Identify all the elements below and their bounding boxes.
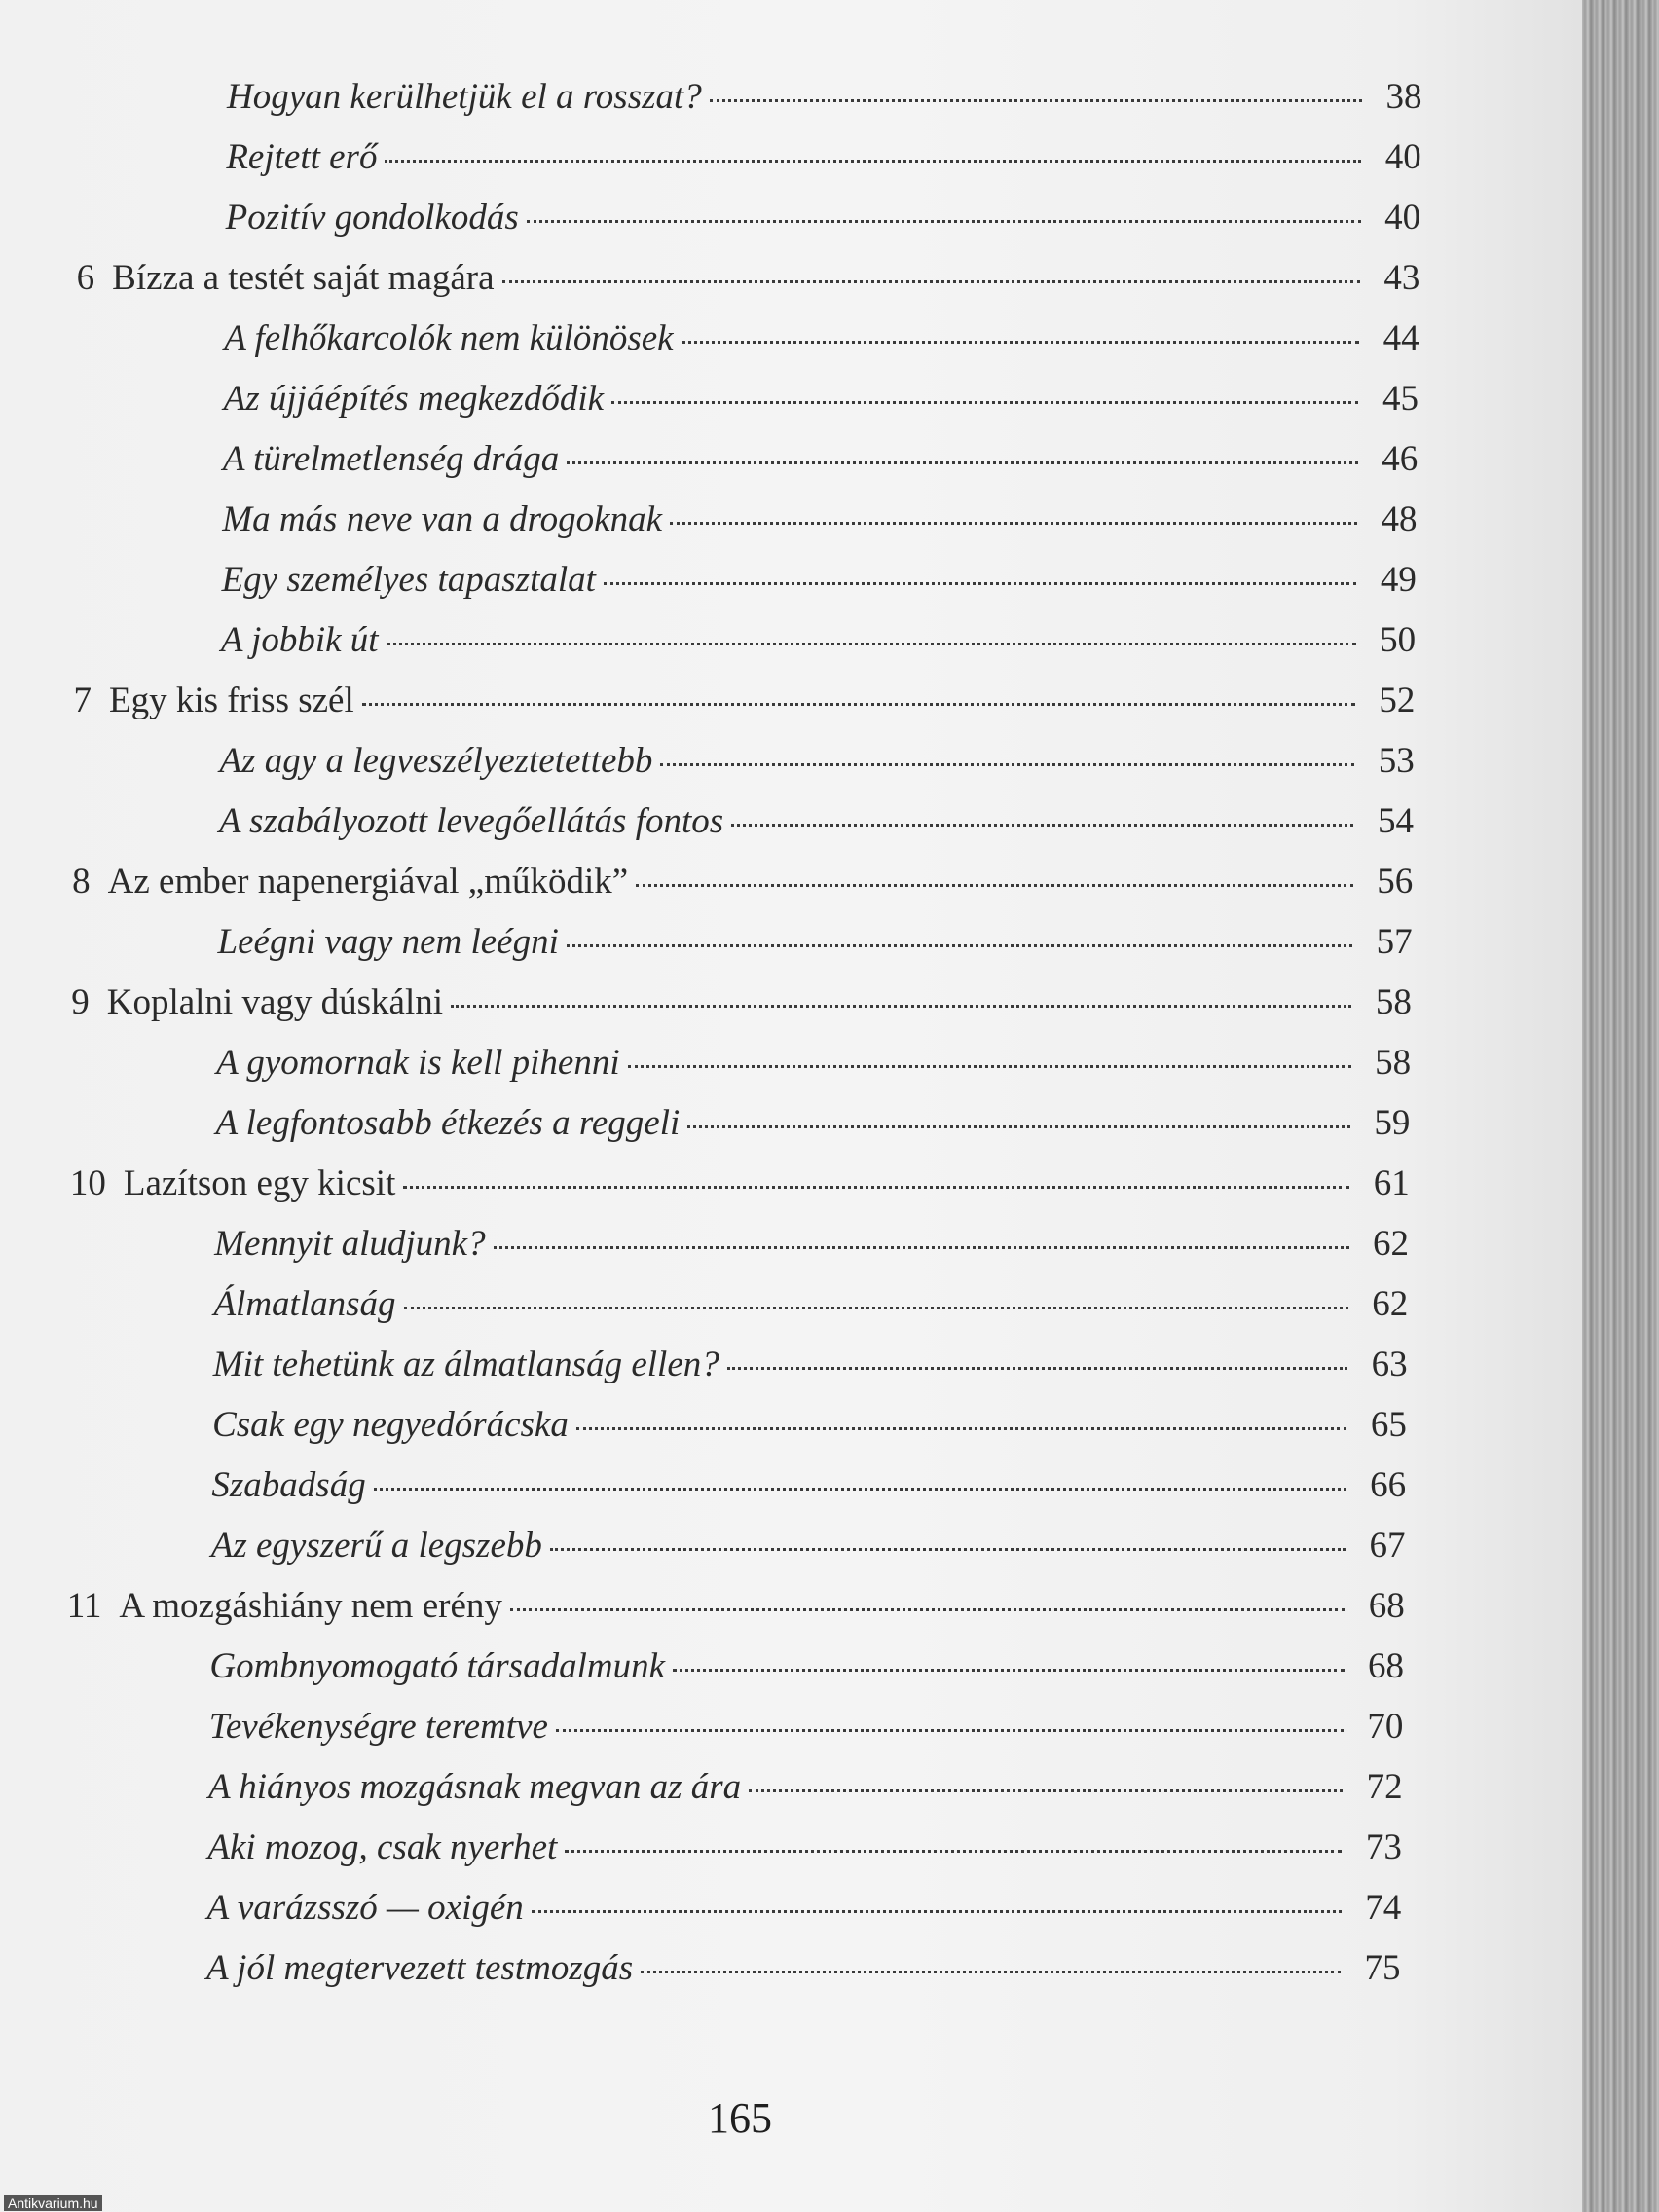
toc-entry-title — [223, 438, 559, 480]
toc-page-number: 62 — [1372, 1284, 1409, 1324]
toc-page-number: 66 — [1370, 1465, 1407, 1505]
toc-entry-label: Mennyit aludjunk? — [214, 1224, 486, 1264]
toc-entry-label: Aki mozog, csak nyerhet — [207, 1827, 558, 1867]
toc-entry-title — [221, 619, 379, 661]
toc-subentry — [216, 1042, 1426, 1087]
toc-entry-title — [213, 1283, 395, 1325]
toc-entry-title — [219, 800, 723, 842]
dot-leader — [749, 1789, 1343, 1792]
toc-page-number: 53 — [1378, 741, 1415, 781]
dot-leader — [403, 1186, 1349, 1189]
dot-leader — [550, 1548, 1346, 1551]
dot-leader — [710, 99, 1362, 102]
chapter-number: 9 — [71, 982, 90, 1022]
dot-leader — [687, 1125, 1350, 1128]
dot-leader — [556, 1729, 1344, 1732]
toc-page-number: 75 — [1364, 1948, 1401, 1988]
toc-page-number: 54 — [1377, 801, 1414, 841]
book-page-edge — [1582, 0, 1659, 2212]
toc-chapter — [67, 1585, 1421, 1630]
toc-subentry — [223, 438, 1434, 483]
toc-entry-title — [206, 1947, 633, 1989]
toc-page-number: 61 — [1373, 1163, 1410, 1203]
toc-page-number: 58 — [1375, 1043, 1412, 1083]
toc-entry-label: Álmatlanság — [213, 1284, 396, 1324]
toc-entry-label: A legfontosabb étkezés a reggeli — [215, 1103, 681, 1143]
dot-leader — [611, 401, 1358, 404]
toc-entry-title — [67, 1585, 502, 1627]
toc-entry-title — [222, 498, 662, 540]
toc-entry-title — [211, 1525, 542, 1567]
toc-page-number: 44 — [1382, 318, 1419, 358]
dot-leader — [567, 461, 1358, 464]
dot-leader — [565, 1850, 1342, 1853]
toc-subentry — [226, 197, 1437, 241]
toc-entry-label: A jól megtervezett testmozgás — [206, 1948, 634, 1988]
page-number: 165 — [708, 2094, 772, 2142]
toc-page-number: 59 — [1374, 1103, 1411, 1143]
dot-leader — [604, 582, 1356, 585]
toc-entry-title — [211, 1464, 365, 1506]
toc-entry-label: Az ember napenergiával „működik” — [107, 862, 629, 902]
dot-leader — [641, 1971, 1341, 1973]
toc-page-number: 68 — [1368, 1646, 1405, 1686]
toc-page-number: 68 — [1368, 1586, 1405, 1626]
toc-page-number: 49 — [1380, 560, 1417, 600]
dot-leader — [510, 1608, 1345, 1611]
toc-entry-label: Koplalni vagy dúskálni — [106, 982, 444, 1022]
toc-entry-title — [213, 1344, 719, 1385]
toc-entry-title — [77, 257, 495, 299]
toc-subentry — [224, 317, 1435, 362]
dot-leader — [567, 944, 1352, 947]
toc-subentry — [208, 1766, 1419, 1811]
toc-entry-title — [70, 1162, 396, 1204]
toc-entry-label: Leégni vagy nem leégni — [217, 922, 559, 962]
toc-entry-label: Gombnyomogató társadalmunk — [209, 1646, 665, 1686]
dot-leader — [374, 1488, 1346, 1491]
toc-entry-label: A mozgáshiány nem erény — [119, 1586, 502, 1626]
toc-page-number: 40 — [1384, 137, 1421, 177]
toc-entry-title — [218, 921, 559, 963]
toc-page-number: 73 — [1365, 1827, 1402, 1867]
toc-entry-label: Az újjáépítés megkezdődik — [223, 379, 605, 419]
toc-entry-title — [72, 861, 628, 903]
toc-entry-label: Hogyan kerülhetjük el a rosszat? — [227, 77, 702, 117]
toc-subentry — [226, 136, 1437, 181]
toc-entry-label: A jobbik út — [220, 620, 379, 660]
toc-entry-label: Ma más neve van a drogoknak — [222, 499, 663, 539]
toc-entry-title — [209, 1706, 548, 1748]
toc-page-number: 40 — [1384, 198, 1421, 238]
toc-page-number: 62 — [1373, 1224, 1409, 1264]
toc-entry-title — [224, 378, 604, 420]
toc-chapter — [70, 1162, 1425, 1207]
chapter-number: 6 — [76, 258, 95, 298]
dot-leader — [731, 824, 1353, 827]
toc-entry-label: Rejtett erő — [226, 137, 378, 177]
toc-page-number: 50 — [1380, 620, 1417, 660]
toc-entry-title — [209, 1645, 665, 1687]
toc-page-number: 45 — [1382, 379, 1419, 419]
toc-subentry — [211, 1464, 1421, 1509]
toc-entry-label: A szabályozott levegőellátás fontos — [218, 801, 724, 841]
dot-leader — [532, 1910, 1342, 1913]
toc-entry-title — [227, 76, 702, 118]
toc-subentry — [214, 1223, 1424, 1268]
toc-page-number: 52 — [1379, 681, 1416, 720]
toc-subentry — [213, 1344, 1423, 1388]
toc-entry-label: A gyomornak is kell pihenni — [216, 1043, 620, 1083]
toc-subentry — [209, 1645, 1419, 1690]
toc-page-number: 43 — [1383, 258, 1420, 298]
toc-entry-label: A varázsszó — oxigén — [206, 1888, 524, 1928]
toc-subentry — [207, 1887, 1418, 1932]
toc-entry-title — [212, 1404, 569, 1446]
toc-subentry — [209, 1706, 1419, 1751]
dot-leader — [673, 1669, 1345, 1672]
toc-chapter — [71, 981, 1427, 1026]
toc-entry-label: A felhőkarcolók nem különösek — [224, 318, 674, 358]
toc-page-number: 74 — [1365, 1888, 1402, 1928]
toc-entry-label: Szabadság — [211, 1465, 366, 1505]
dot-leader — [576, 1427, 1347, 1430]
chapter-number: 8 — [72, 862, 91, 902]
toc-subentry — [219, 800, 1430, 845]
toc-entry-label: Mit tehetünk az álmatlanság ellen? — [212, 1345, 719, 1384]
toc-entry-label: A hiányos mozgásnak megvan az ára — [208, 1767, 742, 1807]
dot-leader — [385, 160, 1361, 163]
toc-page-number: 57 — [1376, 922, 1413, 962]
toc-subentry — [218, 921, 1429, 966]
toc-subentry — [206, 1947, 1417, 1992]
toc-entry-title — [71, 981, 443, 1023]
toc-subentry — [207, 1826, 1418, 1871]
toc-entry-label: Tevékenységre teremtve — [208, 1707, 548, 1747]
chapter-number: 11 — [66, 1586, 102, 1626]
toc-page-number: 56 — [1377, 862, 1414, 902]
chapter-number: 7 — [73, 681, 92, 720]
toc-page-number: 63 — [1371, 1345, 1408, 1384]
toc-page-number: 72 — [1366, 1767, 1403, 1807]
toc-subentry — [224, 378, 1435, 423]
toc-chapter — [72, 861, 1429, 905]
toc-entry-label: Egy személyes tapasztalat — [221, 560, 596, 600]
toc-entry-title — [73, 680, 353, 721]
dot-leader — [387, 643, 1356, 645]
toc-subentry — [213, 1283, 1423, 1328]
toc-subentry — [227, 76, 1438, 121]
toc-page-number: 48 — [1381, 499, 1418, 539]
toc-entry-title — [207, 1826, 557, 1868]
toc-subentry — [220, 740, 1431, 785]
toc-entry-title — [226, 197, 519, 239]
toc-entry-label: A türelmetlenség drága — [222, 439, 560, 479]
toc-subentry — [222, 498, 1433, 543]
toc-subentry — [212, 1404, 1422, 1449]
toc-entry-label: Az agy a legveszélyeztetettebb — [219, 741, 653, 781]
toc-entry-label: Az egyszerű a legszebb — [210, 1526, 542, 1566]
toc-entry-label: Pozitív gondolkodás — [225, 198, 519, 238]
toc-subentry — [215, 1102, 1425, 1147]
dot-leader — [527, 220, 1361, 223]
toc-entry-title — [207, 1887, 524, 1929]
toc-entry-label: Egy kis friss szél — [108, 681, 354, 720]
toc-page-number: 67 — [1369, 1526, 1406, 1566]
toc-page-number: 38 — [1385, 77, 1422, 117]
dot-leader — [502, 280, 1360, 283]
dot-leader — [670, 522, 1357, 525]
toc-page-number: 58 — [1375, 982, 1412, 1022]
toc-subentry — [211, 1525, 1421, 1569]
toc-entry-title — [222, 559, 596, 601]
toc-page-number: 46 — [1382, 439, 1419, 479]
toc-entry-title — [215, 1102, 680, 1144]
dot-leader — [727, 1367, 1347, 1370]
dot-leader — [660, 763, 1354, 766]
dot-leader — [636, 884, 1353, 887]
toc-entry-label: Lazítson egy kicsit — [123, 1163, 396, 1203]
dot-leader — [404, 1307, 1348, 1309]
toc-chapter — [73, 680, 1430, 724]
toc-page-number: 70 — [1367, 1707, 1404, 1747]
toc-chapter — [77, 257, 1436, 302]
dot-leader — [682, 341, 1360, 344]
toc-entry-title — [224, 317, 673, 359]
dot-leader — [451, 1005, 1351, 1008]
dot-leader — [362, 703, 1355, 706]
watermark: Antikvarium.hu — [4, 2195, 102, 2211]
toc-entry-label: Csak egy negyedórácska — [212, 1405, 569, 1445]
toc-subentry — [221, 619, 1432, 664]
toc-entry-title — [216, 1042, 619, 1084]
toc-entry-title — [220, 740, 653, 782]
toc-entry-title — [214, 1223, 485, 1265]
dot-leader — [628, 1065, 1351, 1068]
toc-subentry — [222, 559, 1433, 604]
dot-leader — [494, 1246, 1349, 1249]
toc-page-number: 65 — [1370, 1405, 1407, 1445]
chapter-number: 10 — [69, 1163, 106, 1203]
toc-entry-title — [208, 1766, 741, 1808]
toc-entry-label: Bízza a testét saját magára — [112, 258, 495, 298]
toc-entry-title — [226, 136, 377, 178]
